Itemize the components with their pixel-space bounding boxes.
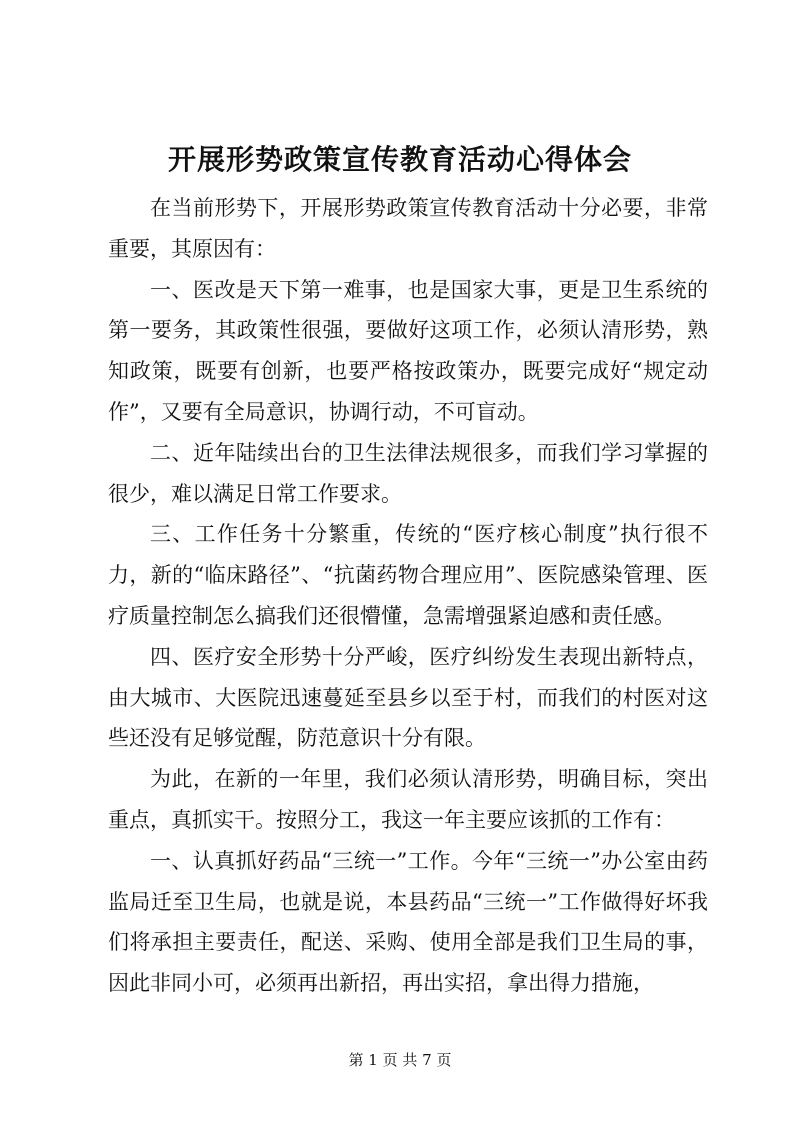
- paragraph-reason-4: 四、医疗安全形势十分严峻，医疗纠纷发生表现出新特点，由大城市、大医院迅速蔓延至县乡以至于村，而我们的村医对这些还没有足够觉醒，防范意识十分有限。: [108, 644, 708, 751]
- page-number-footer: 第 1 页 共 7 页: [348, 1051, 452, 1069]
- document-body: [108, 188, 708, 1004]
- paragraph-reason-2: 二、近年陆续出台的卫生法律法规很多，而我们学习掌握的很少，难以满足日常工作要求。: [108, 440, 708, 506]
- paragraph-intro: 在当前形势下，开展形势政策宣传教育活动十分必要，非常重要，其原因有：: [108, 196, 708, 261]
- paragraph-reason-1: 一、医改是天下第一难事，也是国家大事，更是卫生系统的第一要务，其政策性很强，要做好这项工作，必须认清形势，熟知政策，既要有创新，也要严格按政策办，既要完成好“规定动作”，又要有全局意识，协调行动，不可盲动。: [108, 277, 708, 424]
- paragraph-plan-intro: 为此，在新的一年里，我们必须认清形势，明确目标，突出重点，真抓实干。按照分工，我这一年主要应该抓的工作有：: [108, 767, 708, 832]
- paragraph-task-1: 一、认真抓好药品“三统一”工作。今年“三统一”办公室由药监局迁至卫生局，也就是说，本县药品“三统一”工作做得好坏我们将承担主要责任，配送、采购、使用全部是我们卫生局的事，因此非同小可，必须再出新招，再出实招，拿出得力措施，: [108, 848, 708, 996]
- document-title: 开展形势政策宣传教育活动心得体会: [167, 143, 632, 176]
- paragraph-reason-3: 三、工作任务十分繁重，传统的“医疗核心制度”执行很不力，新的“临床路径”、“抗菌药物合理应用”、医院感染管理、医疗质量控制怎么搞我们还很懵懂，急需增强紧迫感和责任感。: [108, 522, 708, 628]
